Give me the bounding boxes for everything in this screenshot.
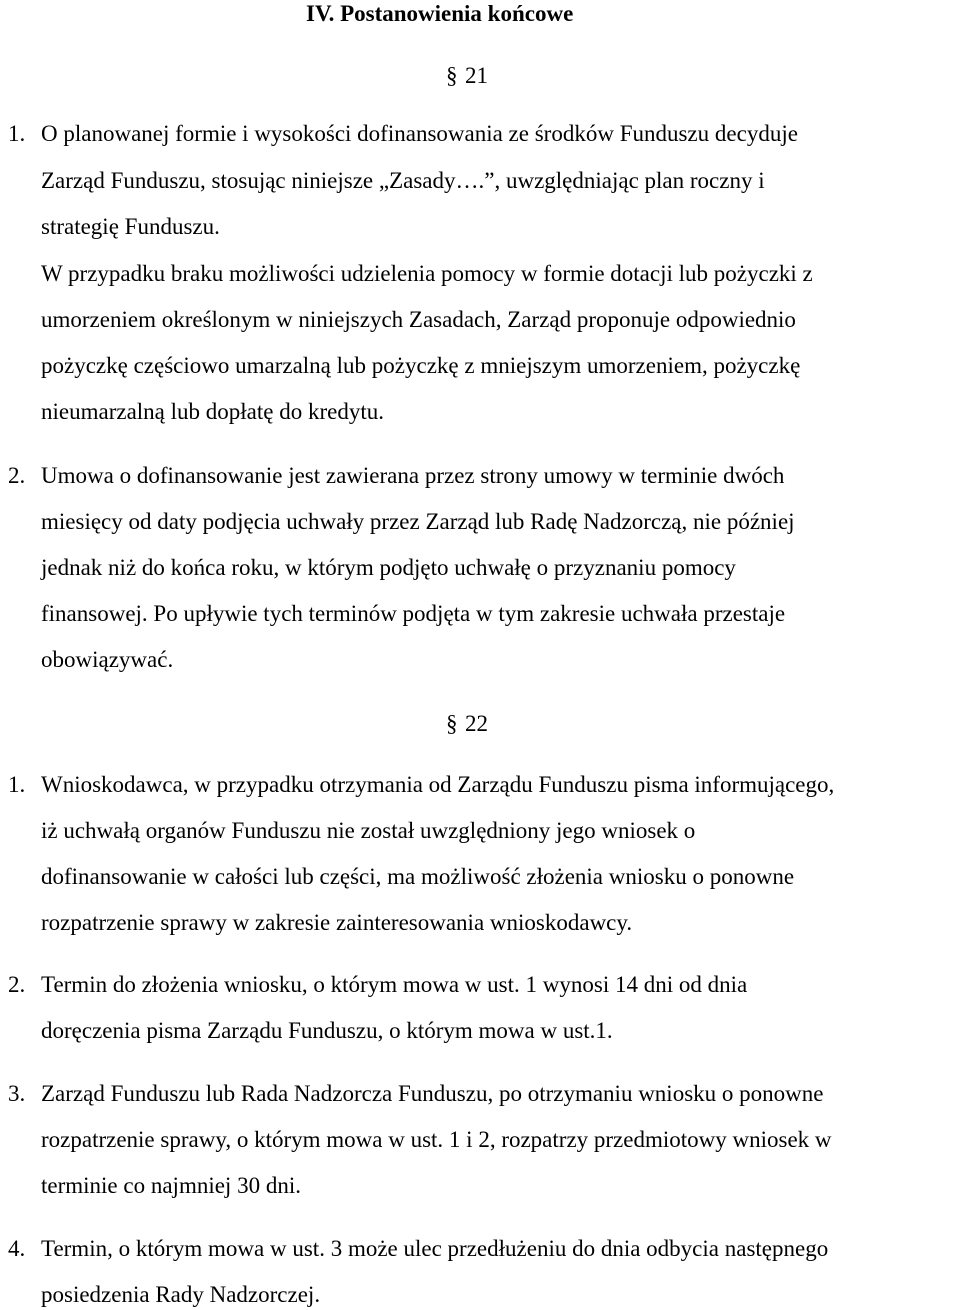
paragraph-line: Termin do złożenia wniosku, o którym mowa w ust. 1 wynosi 14 dni od dnia — [41, 972, 748, 997]
paragraph-line: doręczenia pisma Zarządu Funduszu, o którym mowa w ust.1. — [41, 1018, 613, 1043]
paragraph-line: rozpatrzenie sprawy, o którym mowa w ust. 1 i 2, rozpatrzy przedmiotowy wniosek w — [41, 1127, 832, 1152]
section-symbol: § — [446, 711, 458, 736]
paragraph-line: Zarząd Funduszu, stosując niniejsze „Zasady….”, uwzględniając plan roczny i — [41, 168, 765, 193]
paragraph-line: jednak niż do końca roku, w którym podjęto uchwałę o przyznaniu pomocy — [41, 555, 736, 580]
paragraph-line: finansowej. Po upływie tych terminów podjęta w tym zakresie uchwała przestaje — [41, 601, 786, 626]
paragraph-line: strategię Funduszu. — [41, 214, 220, 239]
paragraph-line: obowiązywać. — [41, 647, 174, 672]
paragraph-line: terminie co najmniej 30 dni. — [41, 1173, 301, 1198]
section-number: 21 — [465, 63, 488, 88]
paragraph-line: W przypadku braku możliwości udzielenia pomocy w formie dotacji lub pożyczki z — [41, 261, 813, 286]
item-number: 2. — [8, 463, 26, 488]
item-number: 3. — [8, 1081, 26, 1106]
paragraph-line: pożyczkę częściowo umarzalną lub pożyczkę z mniejszym umorzeniem, pożyczkę — [41, 353, 801, 378]
item-number: 2. — [8, 972, 26, 997]
section-symbol: § — [446, 63, 458, 88]
paragraph-line: iż uchwałą organów Funduszu nie został uwzględniony jego wniosek o — [41, 818, 696, 843]
paragraph-line: miesięcy od daty podjęcia uchwały przez Zarząd lub Radę Nadzorczą, nie później — [41, 509, 795, 534]
item-number: 4. — [8, 1236, 26, 1261]
paragraph-line: O planowanej formie i wysokości dofinansowania ze środków Funduszu decyduje — [41, 121, 798, 146]
paragraph-line: nieumarzalną lub dopłatę do kredytu. — [41, 399, 384, 424]
paragraph-line: dofinansowanie w całości lub części, ma możliwość złożenia wniosku o ponowne — [41, 864, 795, 889]
item-number: 1. — [8, 121, 26, 146]
paragraph-line: rozpatrzenie sprawy w zakresie zainteresowania wnioskodawcy. — [41, 910, 633, 935]
section-heading: IV. Postanowienia końcowe — [306, 1, 574, 26]
paragraph-line: Termin, o którym mowa w ust. 3 może ulec przedłużeniu do dnia odbycia następnego — [41, 1236, 829, 1261]
section-number: 22 — [465, 711, 488, 736]
paragraph-line: posiedzenia Rady Nadzorczej. — [41, 1282, 321, 1307]
item-number: 1. — [8, 772, 26, 797]
paragraph-line: Umowa o dofinansowanie jest zawierana przez strony umowy w terminie dwóch — [41, 463, 785, 488]
paragraph-line: Wnioskodawca, w przypadku otrzymania od Zarządu Funduszu pisma informującego, — [41, 772, 835, 797]
paragraph-line: umorzeniem określonym w niniejszych Zasadach, Zarząd proponuje odpowiednio — [41, 307, 796, 332]
paragraph-line: Zarząd Funduszu lub Rada Nadzorcza Funduszu, po otrzymaniu wniosku o ponowne — [41, 1081, 824, 1106]
